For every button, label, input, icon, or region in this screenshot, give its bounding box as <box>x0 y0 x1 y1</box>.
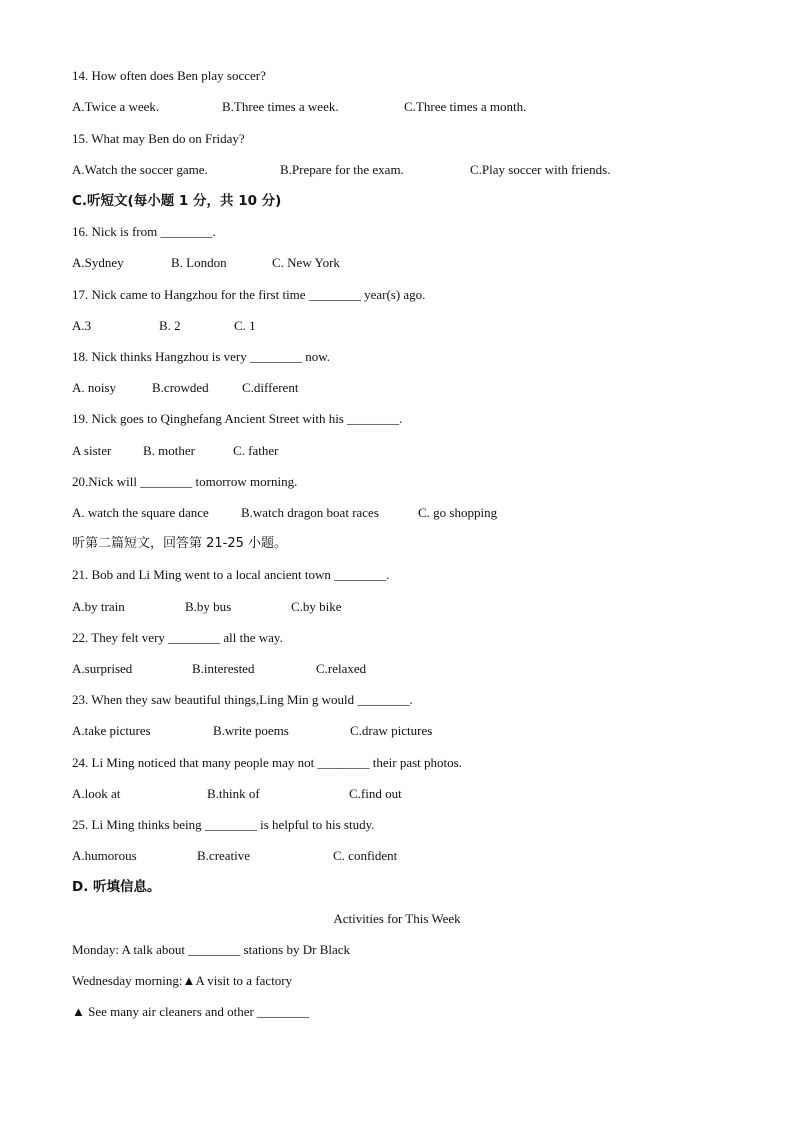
option-c: C.find out <box>349 786 402 801</box>
option-a: A.Watch the soccer game. <box>72 162 208 177</box>
option-a: A.look at <box>72 786 121 801</box>
option-b: B.watch dragon boat races <box>241 505 379 520</box>
option-a: A. noisy <box>72 380 117 395</box>
option-b: B.think of <box>207 786 260 801</box>
section-d-heading: D. 听填信息。 <box>72 879 161 895</box>
question-14: 14. How often does Ben play soccer? <box>72 68 266 83</box>
option-a: A.by train <box>72 599 125 614</box>
question-25: 25. Li Ming thinks being ________ is helpful to his study. <box>72 817 375 832</box>
question-16: 16. Nick is from ________. <box>72 224 216 239</box>
question-17: 17. Nick came to Hangzhou for the first time ________ year(s) ago. <box>72 287 426 302</box>
question-23: 23. When they saw beautiful things,Ling Min g would ________. <box>72 692 413 707</box>
activity-line-see: ▲ See many air cleaners and other ________ <box>72 1004 310 1019</box>
option-a: A sister <box>72 443 112 458</box>
option-c: C. confident <box>333 848 398 863</box>
question-18: 18. Nick thinks Hangzhou is very ________ now. <box>72 349 331 364</box>
option-c: C.relaxed <box>316 661 367 676</box>
activity-line-wednesday: Wednesday morning:▲A visit to a factory <box>72 973 293 988</box>
option-c: C.Three times a month. <box>404 99 527 114</box>
option-b: B. mother <box>143 443 195 458</box>
activity-line-monday: Monday: A talk about ________ stations by Dr Black <box>72 942 351 957</box>
question-24: 24. Li Ming noticed that many people may not ________ their past photos. <box>72 755 462 770</box>
option-b: B.crowded <box>152 380 209 395</box>
section-c-heading: C.听短文(每小题 1 分，共 10 分) <box>72 193 282 209</box>
option-a: A.3 <box>72 318 92 333</box>
option-c: C.draw pictures <box>350 723 433 738</box>
option-c: C. father <box>233 443 279 458</box>
question-22: 22. They felt very ________ all the way. <box>72 630 283 645</box>
option-b: B. London <box>171 255 227 270</box>
activities-title: Activities for This Week <box>333 911 461 926</box>
option-b: B.write poems <box>213 723 289 738</box>
option-c: C.Play soccer with friends. <box>470 162 611 177</box>
option-a: A.humorous <box>72 848 137 863</box>
option-c: C. go shopping <box>418 505 498 520</box>
option-a: A.Sydney <box>72 255 124 270</box>
option-b: B.Prepare for the exam. <box>280 162 404 177</box>
option-b: B.Three times a week. <box>222 99 339 114</box>
question-15: 15. What may Ben do on Friday? <box>72 131 245 146</box>
question-20: 20.Nick will ________ tomorrow morning. <box>72 474 298 489</box>
option-b: B. 2 <box>159 318 181 333</box>
option-b: B.interested <box>192 661 255 676</box>
option-b: B.by bus <box>185 599 232 614</box>
option-a: A.Twice a week. <box>72 99 160 114</box>
option-c: C. New York <box>272 255 340 270</box>
question-19: 19. Nick goes to Qinghefang Ancient Street with his ________. <box>72 411 403 426</box>
option-c: C.different <box>242 380 299 395</box>
option-a: A.surprised <box>72 661 133 676</box>
option-c: C. 1 <box>234 318 256 333</box>
option-a: A.take pictures <box>72 723 151 738</box>
option-c: C.by bike <box>291 599 342 614</box>
question-21: 21. Bob and Li Ming went to a local ancient town ________. <box>72 567 390 582</box>
option-a: A. watch the square dance <box>72 505 209 520</box>
passage-2-instruction: 听第二篇短文，回答第 21-25 小题。 <box>72 536 288 551</box>
option-b: B.creative <box>197 848 251 863</box>
